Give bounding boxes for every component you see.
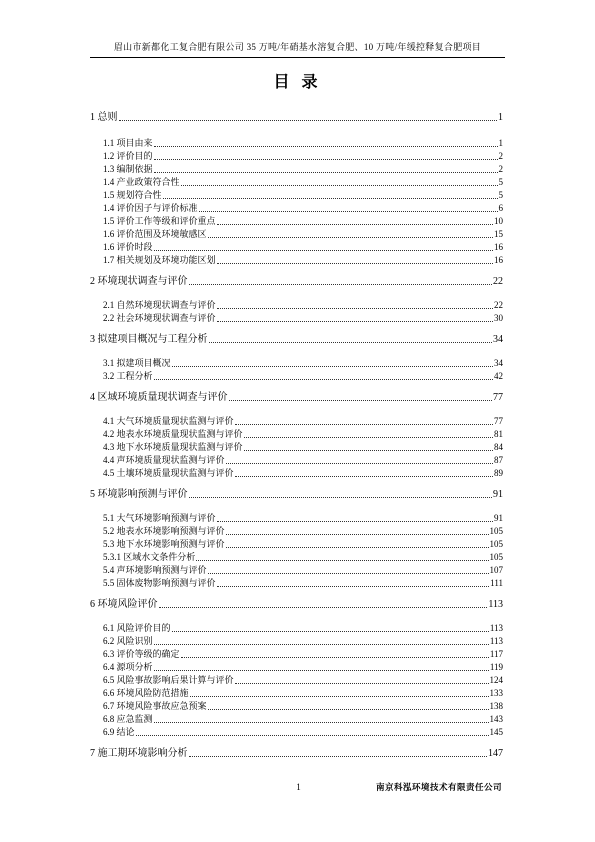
toc-section xyxy=(90,333,503,383)
toc-entry xyxy=(103,357,503,370)
toc-entry-label: 5.4 声环境影响预测与评价 xyxy=(103,565,207,575)
toc-entry-page: 15 xyxy=(494,229,503,239)
dot-leader xyxy=(119,119,498,121)
dot-leader xyxy=(181,656,489,658)
dot-leader xyxy=(226,462,493,464)
header-rule xyxy=(90,57,505,58)
toc-heading xyxy=(90,598,503,611)
running-header: 眉山市新都化工复合肥有限公司 35 万吨/年硝基水溶复合肥、10 万吨/年缓控释复合肥项目 xyxy=(113,42,482,52)
toc-entry xyxy=(103,137,503,150)
toc-section xyxy=(90,275,503,325)
toc-entry-page: 1 xyxy=(498,138,503,148)
toc-entry xyxy=(103,525,503,538)
toc-entry xyxy=(103,512,503,525)
toc-entry xyxy=(103,674,503,687)
dot-leader xyxy=(235,423,493,425)
toc-entry-page: 117 xyxy=(489,649,503,659)
toc-entry-page: 6 xyxy=(498,203,503,213)
toc-heading-page: 77 xyxy=(493,392,503,403)
toc-heading xyxy=(90,333,503,346)
toc-entry-label: 5.5 固体废物影响预测与评价 xyxy=(103,578,216,588)
toc-entry xyxy=(103,648,503,661)
toc-entry-label: 5.3 地下水环境影响预测与评价 xyxy=(103,539,225,549)
toc-heading-label: 3 拟建项目概况与工程分析 xyxy=(90,334,208,345)
toc-subitems xyxy=(90,299,503,325)
toc-entry-label: 2.1 自然环境现状调查与评价 xyxy=(103,300,216,310)
toc-entry xyxy=(103,454,503,467)
toc-entry-label: 6.2 风险识别 xyxy=(103,636,153,646)
toc-entry xyxy=(103,202,503,215)
toc-entry xyxy=(103,635,503,648)
dot-leader xyxy=(217,262,493,264)
toc-entry-page: 16 xyxy=(494,242,503,252)
toc-heading-page: 147 xyxy=(488,748,503,759)
dot-leader xyxy=(217,223,493,225)
toc-entry-page: 81 xyxy=(494,429,503,439)
toc-entry-label: 6.8 应急监测 xyxy=(103,714,153,724)
toc-entry-label: 6.4 源项分析 xyxy=(103,662,153,672)
toc-entry-page: 124 xyxy=(489,675,503,685)
toc-subitems xyxy=(90,512,503,590)
toc-entry xyxy=(103,254,503,267)
toc-entry-label: 1.6 评价时段 xyxy=(103,242,153,252)
dot-leader xyxy=(208,708,489,710)
dot-leader xyxy=(196,559,488,561)
toc-entry-label: 6.1 风险评价目的 xyxy=(103,623,171,633)
toc-entry-page: 107 xyxy=(489,565,503,575)
toc-entry-page: 105 xyxy=(489,526,503,536)
toc-entry-label: 2.2 社会环境现状调查与评价 xyxy=(103,313,216,323)
dot-leader xyxy=(189,283,493,285)
toc-entry-page: 91 xyxy=(494,513,503,523)
dot-leader xyxy=(235,682,489,684)
toc-entry xyxy=(103,163,503,176)
toc-entry xyxy=(103,150,503,163)
toc-entry xyxy=(103,299,503,312)
toc-heading xyxy=(90,111,503,124)
dot-leader xyxy=(226,533,489,535)
toc-entry-page: 145 xyxy=(489,727,503,737)
toc-entry-label: 1.7 相关规划及环境功能区划 xyxy=(103,255,216,265)
toc-entry-label: 5.1 大气环境影响预测与评价 xyxy=(103,513,216,523)
toc-heading-page: 113 xyxy=(488,599,503,610)
dot-leader xyxy=(208,236,493,238)
toc-entry-page: 119 xyxy=(489,662,503,672)
toc-entry-label: 6.6 环境风险防范措施 xyxy=(103,688,189,698)
toc-entry-label: 5.2 地表水环境影响预测与评价 xyxy=(103,526,225,536)
toc-heading xyxy=(90,275,503,288)
dot-leader xyxy=(154,643,489,645)
toc-entry-label: 4.4 声环境质量现状监测与评价 xyxy=(103,455,225,465)
dot-leader xyxy=(235,475,493,477)
dot-leader xyxy=(226,546,489,548)
toc-subitems xyxy=(90,415,503,480)
dot-leader xyxy=(136,734,489,736)
toc-entry xyxy=(103,215,503,228)
dot-leader xyxy=(189,496,493,498)
toc-entry-label: 1.6 评价范围及环境敏感区 xyxy=(103,229,207,239)
toc-entry xyxy=(103,713,503,726)
toc-entry-label: 1.2 评价目的 xyxy=(103,151,153,161)
dot-leader xyxy=(181,184,498,186)
toc-heading-label: 4 区域环境质量现状调查与评价 xyxy=(90,392,228,403)
toc-entry-label: 3.1 拟建项目概况 xyxy=(103,358,171,368)
dot-leader xyxy=(217,320,493,322)
toc-section xyxy=(90,111,503,267)
toc-entry xyxy=(103,415,503,428)
toc-entry-label: 4.2 地表水环境质量现状监测与评价 xyxy=(103,429,243,439)
toc-heading-page: 1 xyxy=(498,112,503,123)
toc-entry-label: 1.4 产业政策符合性 xyxy=(103,177,180,187)
toc-entry-page: 87 xyxy=(494,455,503,465)
toc-entry xyxy=(103,441,503,454)
toc-entry-page: 105 xyxy=(489,539,503,549)
toc-entry xyxy=(103,577,503,590)
toc-entry xyxy=(103,622,503,635)
toc-entry xyxy=(103,370,503,383)
toc-heading xyxy=(90,488,503,501)
dot-leader xyxy=(190,695,489,697)
toc-entry-label: 1.4 评价因子与评价标准 xyxy=(103,203,198,213)
toc-entry-label: 4.5 土壤环境质量现状监测与评价 xyxy=(103,468,234,478)
toc-entry-page: 30 xyxy=(494,313,503,323)
toc-entry xyxy=(103,700,503,713)
dot-leader xyxy=(208,572,489,574)
toc-entry-label: 3.2 工程分析 xyxy=(103,371,153,381)
toc-section xyxy=(90,391,503,480)
page-number: 1 xyxy=(296,782,301,792)
toc-entry xyxy=(103,176,503,189)
toc-entry-label: 1.1 项目由来 xyxy=(103,138,153,148)
toc-entry-label: 6.3 评价等级的确定 xyxy=(103,649,180,659)
dot-leader xyxy=(209,341,493,343)
dot-leader xyxy=(159,606,488,608)
toc-entry-page: 143 xyxy=(489,714,503,724)
toc-entry xyxy=(103,241,503,254)
toc-section xyxy=(90,747,503,760)
toc-entry-page: 10 xyxy=(494,216,503,226)
dot-leader xyxy=(172,630,489,632)
toc-entry-page: 34 xyxy=(494,358,503,368)
toc-entry xyxy=(103,312,503,325)
toc-entry-page: 133 xyxy=(489,688,503,698)
toc-heading-page: 34 xyxy=(493,334,503,345)
toc-heading-page: 91 xyxy=(493,489,503,500)
toc-entry-label: 6.7 环境风险事故应急预案 xyxy=(103,701,207,711)
toc-heading xyxy=(90,747,503,760)
toc-entry-page: 84 xyxy=(494,442,503,452)
toc-subitems xyxy=(90,622,503,739)
toc-heading-label: 2 环境现状调查与评价 xyxy=(90,276,188,287)
toc-entry-page: 22 xyxy=(494,300,503,310)
dot-leader xyxy=(154,158,498,160)
toc-subitems xyxy=(90,137,503,267)
toc-heading-label: 7 施工期环境影响分析 xyxy=(90,748,188,759)
dot-leader xyxy=(163,197,498,199)
toc-entry xyxy=(103,467,503,480)
toc-entry-page: 113 xyxy=(489,636,503,646)
toc-entry-page: 138 xyxy=(489,701,503,711)
toc-entry-page: 16 xyxy=(494,255,503,265)
toc-entry xyxy=(103,726,503,739)
dot-leader xyxy=(244,449,493,451)
dot-leader xyxy=(199,210,498,212)
toc-entry xyxy=(103,228,503,241)
toc-entry-page: 89 xyxy=(494,468,503,478)
toc-heading-label: 5 环境影响预测与评价 xyxy=(90,489,188,500)
toc-entry-page: 105 xyxy=(489,552,503,562)
toc-heading-page: 22 xyxy=(493,276,503,287)
footer-company: 南京科泓环境技术有限责任公司 xyxy=(375,782,502,792)
toc-entry-label: 1.5 规划符合性 xyxy=(103,190,162,200)
dot-leader xyxy=(217,307,493,309)
toc-entry-label: 5.3.1 区域水文条件分析 xyxy=(103,552,196,562)
toc-entry-page: 2 xyxy=(498,164,503,174)
dot-leader xyxy=(229,399,493,401)
dot-leader xyxy=(172,365,493,367)
dot-leader xyxy=(154,378,493,380)
table-of-contents xyxy=(90,111,503,768)
dot-leader xyxy=(154,249,493,251)
toc-entry xyxy=(103,661,503,674)
toc-section xyxy=(90,488,503,590)
dot-leader xyxy=(154,669,489,671)
toc-entry-label: 6.9 结论 xyxy=(103,727,135,737)
toc-entry-label: 4.3 地下水环境质量现状监测与评价 xyxy=(103,442,243,452)
toc-entry-page: 42 xyxy=(494,371,503,381)
toc-entry xyxy=(103,428,503,441)
toc-entry-page: 2 xyxy=(498,151,503,161)
toc-entry xyxy=(103,687,503,700)
toc-title: 目 录 xyxy=(273,74,322,91)
dot-leader xyxy=(189,755,488,757)
toc-subitems xyxy=(90,357,503,383)
toc-entry xyxy=(103,551,503,564)
dot-leader xyxy=(154,171,498,173)
toc-entry-label: 1.5 评价工作等级和评价重点 xyxy=(103,216,216,226)
toc-entry-label: 4.1 大气环境质量现状监测与评价 xyxy=(103,416,234,426)
toc-entry-page: 5 xyxy=(498,177,503,187)
toc-heading-label: 6 环境风险评价 xyxy=(90,599,158,610)
dot-leader xyxy=(217,585,490,587)
toc-entry-page: 5 xyxy=(498,190,503,200)
toc-entry-label: 1.3 编制依据 xyxy=(103,164,153,174)
dot-leader xyxy=(217,520,493,522)
toc-section xyxy=(90,598,503,739)
dot-leader xyxy=(154,721,489,723)
dot-leader xyxy=(244,436,493,438)
dot-leader xyxy=(154,145,498,147)
toc-entry xyxy=(103,189,503,202)
toc-entry xyxy=(103,564,503,577)
toc-entry-page: 113 xyxy=(489,623,503,633)
toc-heading-label: 1 总则 xyxy=(90,112,118,123)
toc-entry-page: 111 xyxy=(490,578,503,588)
toc-entry xyxy=(103,538,503,551)
toc-entry-label: 6.5 风险事故影响后果计算与评价 xyxy=(103,675,234,685)
toc-entry-page: 77 xyxy=(494,416,503,426)
toc-heading xyxy=(90,391,503,404)
